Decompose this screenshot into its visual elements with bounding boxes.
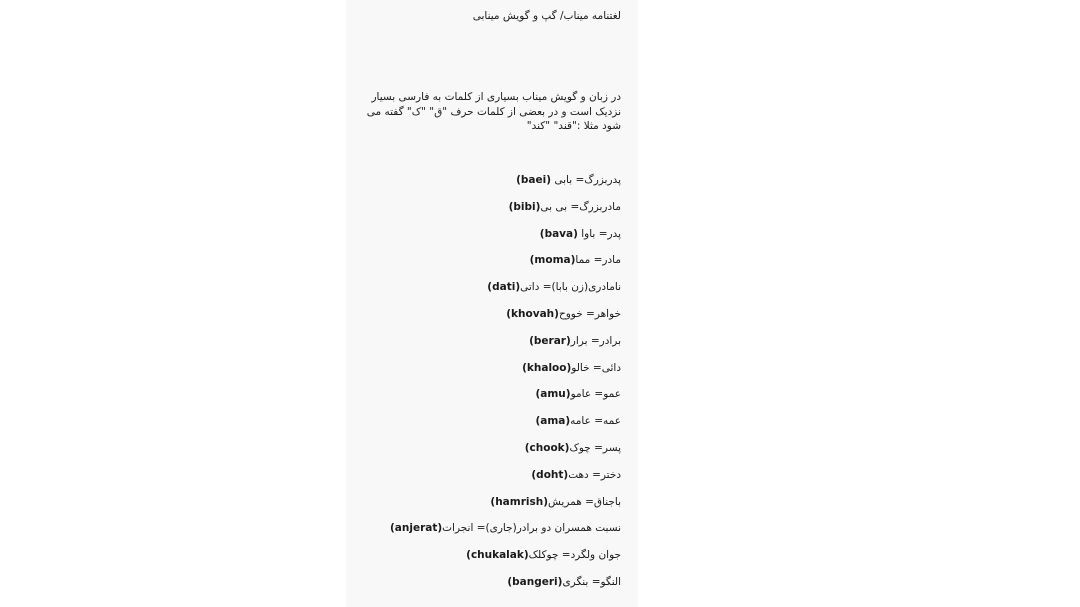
vocabulary-list <box>390 173 621 602</box>
vocabulary-entry <box>390 468 621 495</box>
article-title: لغتنامه میناب/ گپ و گویش مینابی <box>472 10 621 22</box>
entry-persian-text: عمه= عامه <box>570 415 621 428</box>
document-page <box>346 0 638 607</box>
entry-transliteration: (bangeri) <box>507 575 563 588</box>
entry-persian-text: مادر= مما <box>575 254 621 267</box>
entry-persian-text: جوان ولگرد= چوکلک <box>528 549 621 562</box>
vocabulary-entry <box>390 521 621 548</box>
entry-transliteration: (bava) <box>539 227 578 240</box>
entry-persian-text: دختر= دهت <box>568 468 621 481</box>
entry-transliteration: (ama) <box>535 415 571 428</box>
entry-transliteration: (chukalak) <box>466 549 529 562</box>
entry-persian-text: عمو= عامو <box>570 388 621 401</box>
entry-transliteration: (khovah) <box>506 307 559 320</box>
vocabulary-entry <box>390 548 621 575</box>
entry-persian-text: پدربزرگ= بابی <box>551 174 621 186</box>
entry-persian-text: النگو= بنگری <box>562 575 621 588</box>
vocabulary-entry <box>390 441 621 468</box>
vocabulary-entry <box>390 253 621 280</box>
vocabulary-entry <box>390 227 621 254</box>
entry-persian-text: باجناق= همریش <box>548 495 621 508</box>
vocabulary-entry <box>390 334 621 361</box>
vocabulary-entry <box>390 414 621 441</box>
vocabulary-entry <box>390 307 621 334</box>
entry-transliteration: (khaloo) <box>522 361 572 374</box>
entry-persian-text: پدر= باوا <box>577 227 621 240</box>
entry-transliteration: (chook) <box>524 441 570 454</box>
entry-transliteration: (dati) <box>487 281 521 294</box>
vocabulary-entry <box>390 575 621 602</box>
entry-transliteration: (baei) <box>516 174 552 186</box>
entry-persian-text: نامادری(زن بابا)= داتی <box>520 281 621 294</box>
vocabulary-entry <box>390 280 621 307</box>
entry-persian-text: پسر= چوک <box>569 441 621 454</box>
entry-transliteration: (anjerat) <box>390 522 443 535</box>
entry-transliteration: (hamrish) <box>490 495 549 508</box>
vocabulary-entry <box>390 387 621 414</box>
entry-persian-text: نسبت همسران دو برادر(جاری)= انجرات <box>442 522 621 535</box>
entry-persian-text: مادربزرگ= بی بی <box>540 200 621 213</box>
entry-transliteration: (doht) <box>531 468 569 481</box>
vocabulary-entry <box>390 200 621 227</box>
entry-transliteration: (moma) <box>529 254 576 267</box>
entry-persian-text: خواهر= خووح <box>558 307 621 320</box>
vocabulary-entry <box>390 173 621 200</box>
entry-persian-text: برادر= برار <box>570 334 621 347</box>
intro-paragraph: در زبان و گویش میناب بسیاری از کلمات به فارسی بسیار نزدیک است و در بعضی از کلمات حرف "ق" "ک" گفته می شود مثلا :"قند" "کند" <box>366 91 621 132</box>
entry-transliteration: (bibi) <box>508 200 541 213</box>
entry-transliteration: (amu) <box>535 388 571 401</box>
vocabulary-entry <box>390 361 621 388</box>
entry-transliteration: (berar) <box>529 334 571 347</box>
entry-persian-text: دائی= خالو <box>571 361 621 374</box>
vocabulary-entry <box>390 495 621 522</box>
